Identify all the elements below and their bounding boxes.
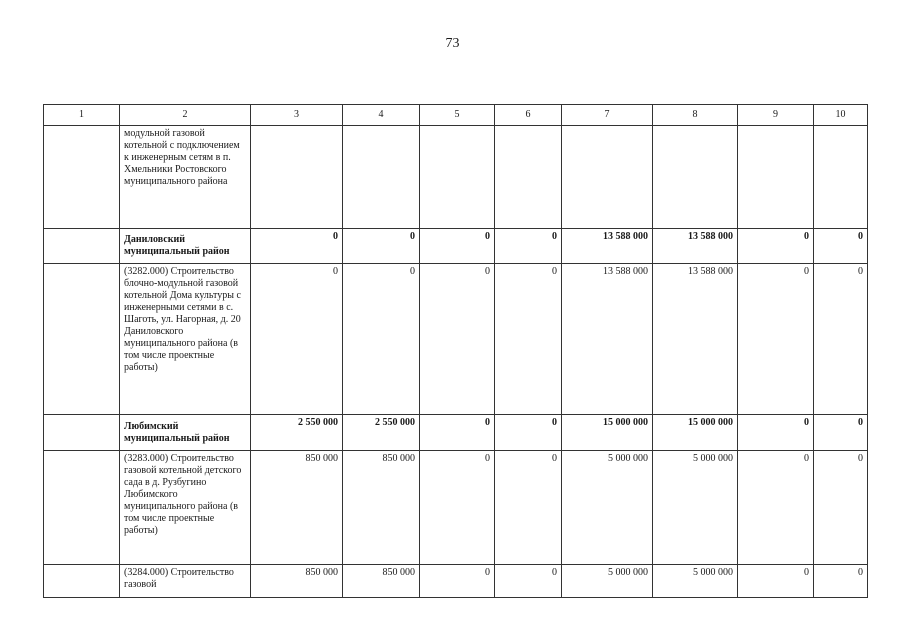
budget-table	[43, 104, 868, 598]
value-cell: 5 000 000	[653, 565, 738, 598]
value-cell	[420, 126, 495, 229]
row-index-cell	[44, 229, 120, 264]
column-number: 9	[738, 105, 814, 126]
value-cell: 5 000 000	[562, 565, 653, 598]
value-cell	[343, 126, 420, 229]
value-cell	[653, 126, 738, 229]
value-cell	[495, 126, 562, 229]
value-cell: 850 000	[251, 451, 343, 565]
object-name-cell: (3283.000) Строительство газовой котельной детского сада в д. Рузбугино Любимского муниципального района (в том числе проектные работы)	[120, 451, 251, 565]
value-cell: 0	[420, 229, 495, 264]
column-number: 1	[44, 105, 120, 126]
district-name-cell: Даниловский муниципальный район	[120, 229, 251, 264]
value-cell: 850 000	[343, 565, 420, 598]
column-number: 6	[495, 105, 562, 126]
table-row	[44, 451, 868, 565]
district-subtotal-row	[44, 415, 868, 451]
value-cell: 0	[814, 415, 868, 451]
table-row	[44, 126, 868, 229]
value-cell: 13 588 000	[653, 229, 738, 264]
value-cell: 0	[495, 451, 562, 565]
value-cell: 0	[495, 565, 562, 598]
row-index-cell	[44, 264, 120, 415]
value-cell: 0	[420, 451, 495, 565]
table-row	[44, 565, 868, 598]
value-cell: 0	[814, 229, 868, 264]
value-cell: 0	[738, 229, 814, 264]
value-cell: 2 550 000	[251, 415, 343, 451]
column-number: 7	[562, 105, 653, 126]
value-cell: 0	[814, 565, 868, 598]
page-number: 73	[445, 36, 460, 51]
row-index-cell	[44, 451, 120, 565]
row-index-cell	[44, 565, 120, 598]
column-number: 10	[814, 105, 868, 126]
value-cell: 13 588 000	[562, 264, 653, 415]
value-cell: 0	[738, 264, 814, 415]
value-cell: 13 588 000	[562, 229, 653, 264]
value-cell	[562, 126, 653, 229]
value-cell: 0	[495, 264, 562, 415]
column-number: 4	[343, 105, 420, 126]
value-cell: 0	[251, 229, 343, 264]
row-index-cell	[44, 415, 120, 451]
value-cell: 0	[420, 565, 495, 598]
value-cell: 0	[420, 264, 495, 415]
value-cell: 15 000 000	[653, 415, 738, 451]
row-index-cell	[44, 126, 120, 229]
column-number-row	[44, 105, 868, 126]
district-name-cell: Любимский муниципальный район	[120, 415, 251, 451]
value-cell: 5 000 000	[562, 451, 653, 565]
value-cell: 0	[814, 451, 868, 565]
value-cell: 15 000 000	[562, 415, 653, 451]
value-cell: 2 550 000	[343, 415, 420, 451]
value-cell: 0	[738, 415, 814, 451]
object-name-cell: (3284.000) Строительство газовой	[120, 565, 251, 598]
table-row	[44, 264, 868, 415]
column-number: 8	[653, 105, 738, 126]
value-cell: 0	[814, 264, 868, 415]
column-number: 3	[251, 105, 343, 126]
column-number: 5	[420, 105, 495, 126]
object-name-cell: модульной газовой котельной с подключением к инженерным сетям в п. Хмельники Ростовского муниципального района	[120, 126, 251, 229]
value-cell: 0	[251, 264, 343, 415]
value-cell: 5 000 000	[653, 451, 738, 565]
value-cell: 0	[420, 415, 495, 451]
value-cell: 13 588 000	[653, 264, 738, 415]
value-cell: 0	[495, 229, 562, 264]
value-cell: 0	[738, 451, 814, 565]
value-cell	[814, 126, 868, 229]
value-cell: 0	[343, 264, 420, 415]
value-cell: 0	[738, 565, 814, 598]
value-cell: 0	[343, 229, 420, 264]
value-cell: 850 000	[251, 565, 343, 598]
value-cell	[738, 126, 814, 229]
value-cell: 850 000	[343, 451, 420, 565]
value-cell: 0	[495, 415, 562, 451]
value-cell	[251, 126, 343, 229]
object-name-cell: (3282.000) Строительство блочно-модульной газовой котельной Дома культуры с инженерными сетями в с. Шаготь, ул. Нагорная, д. 20 Даниловского муниципального района (в том числе проектные работы)	[120, 264, 251, 415]
column-number: 2	[120, 105, 251, 126]
district-subtotal-row	[44, 229, 868, 264]
